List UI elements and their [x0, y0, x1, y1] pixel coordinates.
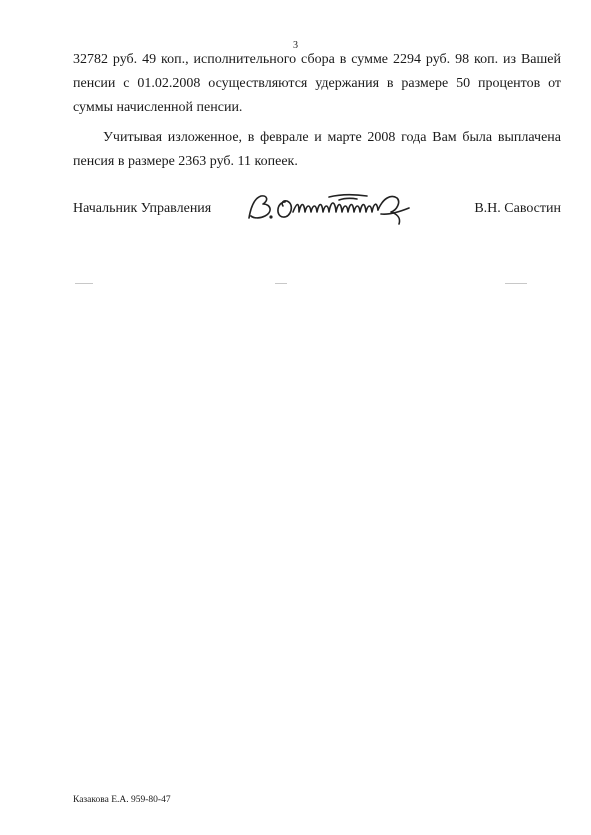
handwritten-signature: [241, 188, 421, 228]
scan-artifact-line: [75, 283, 93, 284]
page-number: 3: [293, 40, 298, 51]
scan-artifact-line: [505, 283, 527, 284]
signatory-title: Начальник Управления: [73, 201, 212, 216]
executor-contact: Казакова Е.А. 959-80-47: [73, 795, 171, 805]
paragraph-line: 32782 руб. 49 коп., исполнительного сбора в сумме 2294 руб. 98 коп. из Вашей: [73, 52, 561, 67]
signatory-name: В.Н. Савостин: [474, 201, 561, 216]
scan-artifact-line: [275, 283, 287, 284]
paragraph-payment: [73, 126, 561, 174]
paragraph-deductions: [73, 48, 561, 120]
paragraph-line: пенсия в размере 2363 руб. 11 копеек.: [73, 154, 298, 169]
paragraph-line: суммы начисленной пенсии.: [73, 100, 243, 115]
signature-block: [73, 188, 561, 228]
paragraph-line: пенсии с 01.02.2008 осуществляются удержания в размере 50 процентов от: [73, 76, 561, 91]
paragraph-line: Учитывая изложенное, в феврале и марте 2008 года Вам была выплачена: [103, 130, 561, 145]
